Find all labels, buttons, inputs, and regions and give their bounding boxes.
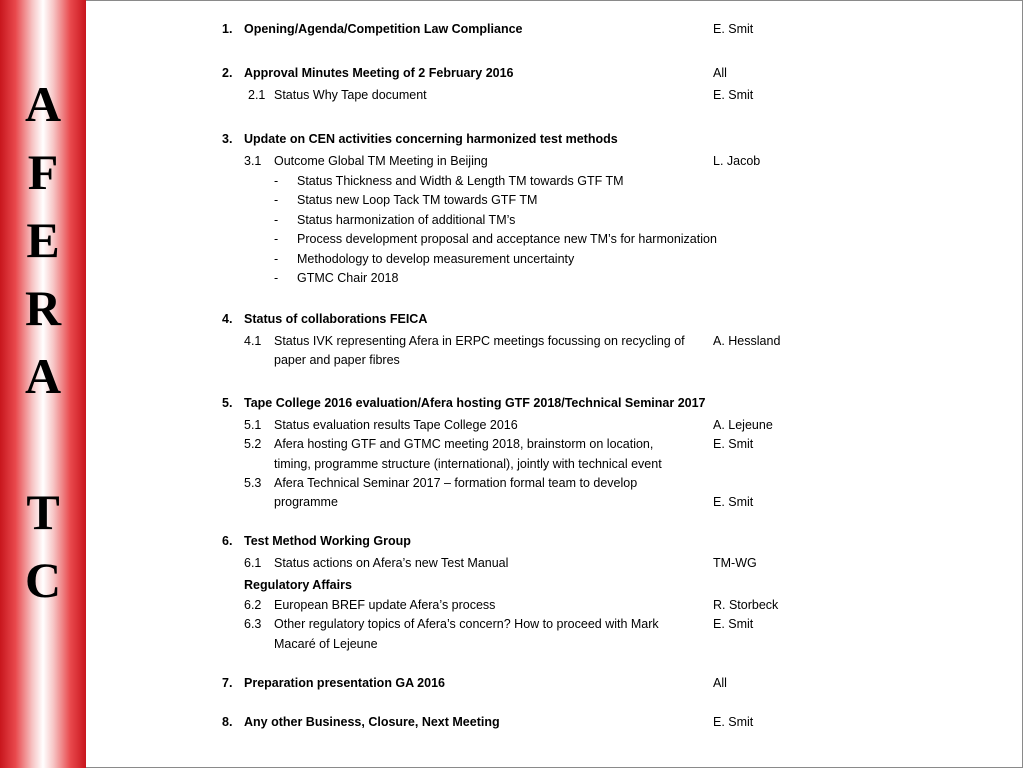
subitem-text: Status Why Tape document: [274, 88, 427, 102]
subitem-owner: E. Smit: [713, 495, 754, 509]
section-subheading: Regulatory Affairs: [244, 578, 352, 592]
subitem-text: European BREF update Afera’s process: [274, 598, 496, 612]
subitem-number: 6.1: [244, 556, 262, 570]
agenda-item-owner: All: [713, 676, 727, 690]
subitem-text: Outcome Global TM Meeting in Beijing: [274, 154, 488, 168]
subitem-owner: L. Jacob: [713, 154, 761, 168]
subitem-owner: A. Lejeune: [713, 418, 773, 432]
agenda-item-number: 2.: [222, 66, 233, 80]
afera-tc-logo-text: [0, 70, 86, 614]
bullet-text: Process development proposal and acceptance new TM’s for harmonization: [297, 232, 717, 246]
bullet-dash: -: [274, 213, 279, 227]
subitem-text: Status IVK representing Afera in ERPC meetings focussing on recycling of: [274, 334, 685, 348]
subitem-owner: E. Smit: [713, 88, 754, 102]
agenda-item-number: 1.: [222, 22, 233, 36]
subitem-number: 5.3: [244, 476, 262, 490]
sidebar-letter: C: [24, 552, 62, 608]
agenda-item-title: Test Method Working Group: [244, 534, 411, 548]
subitem-number: 5.2: [244, 437, 262, 451]
subitem-number: 3.1: [244, 154, 262, 168]
subitem-text: Other regulatory topics of Afera’s concern? How to proceed with Mark: [274, 617, 659, 631]
subitem-owner: A. Hessland: [713, 334, 781, 348]
subitem-text-continued: programme: [274, 495, 338, 509]
slide-frame: [86, 0, 1023, 768]
sidebar-letter: T: [26, 484, 60, 540]
agenda-item-owner: E. Smit: [713, 22, 754, 36]
sidebar-letter: [0, 410, 86, 478]
subitem-text: Status evaluation results Tape College 2016: [274, 418, 518, 432]
agenda-item-number: 7.: [222, 676, 233, 690]
agenda-item-owner: E. Smit: [713, 715, 754, 729]
bullet-dash: -: [274, 271, 279, 285]
sidebar-letter: A: [24, 348, 62, 404]
subitem-text: Afera hosting GTF and GTMC meeting 2018, brainstorm on location,: [274, 437, 654, 451]
subitem-text-continued: Macaré of Lejeune: [274, 637, 378, 651]
agenda-item-number: 6.: [222, 534, 233, 548]
agenda-item-title: Any other Business, Closure, Next Meeting: [244, 715, 500, 729]
bullet-dash: -: [274, 252, 279, 266]
subitem-owner: TM-WG: [713, 556, 757, 570]
agenda-item-number: 8.: [222, 715, 233, 729]
agenda-item-owner: All: [713, 66, 727, 80]
subitem-text-continued: paper and paper fibres: [274, 353, 400, 367]
agenda-item-title: Preparation presentation GA 2016: [244, 676, 445, 690]
bullet-text: GTMC Chair 2018: [297, 271, 399, 285]
sidebar-letter: E: [26, 212, 60, 268]
agenda-item-number: 4.: [222, 312, 233, 326]
subitem-number: 5.1: [244, 418, 262, 432]
subitem-number: 2.1: [248, 88, 266, 102]
agenda-item-title: Approval Minutes Meeting of 2 February 2016: [244, 66, 514, 80]
bullet-dash: -: [274, 232, 279, 246]
agenda-item-title: Tape College 2016 evaluation/Afera hosting GTF 2018/Technical Seminar 2017: [244, 396, 706, 410]
agenda-item-title: Opening/Agenda/Competition Law Compliance: [244, 22, 523, 36]
subitem-text-continued: timing, programme structure (international), jointly with technical event: [274, 457, 662, 471]
subitem-owner: R. Storbeck: [713, 598, 779, 612]
bullet-text: Status harmonization of additional TM’s: [297, 213, 516, 227]
sidebar-banner: [0, 0, 86, 768]
bullet-text: Status Thickness and Width & Length TM towards GTF TM: [297, 174, 624, 188]
subitem-number: 6.2: [244, 598, 262, 612]
sidebar-letter: R: [24, 280, 62, 336]
bullet-text: Methodology to develop measurement uncertainty: [297, 252, 575, 266]
subitem-owner: E. Smit: [713, 437, 754, 451]
bullet-text: Status new Loop Tack TM towards GTF TM: [297, 193, 538, 207]
bullet-dash: -: [274, 174, 279, 188]
subitem-number: 4.1: [244, 334, 262, 348]
subitem-number: 6.3: [244, 617, 262, 631]
agenda-item-title: Status of collaborations FEICA: [244, 312, 428, 326]
subitem-text: Afera Technical Seminar 2017 – formation formal team to develop: [274, 476, 638, 490]
sidebar-letter: F: [27, 144, 59, 200]
subitem-text: Status actions on Afera’s new Test Manual: [274, 556, 509, 570]
bullet-dash: -: [274, 193, 279, 207]
subitem-owner: E. Smit: [713, 617, 754, 631]
agenda-item-title: Update on CEN activities concerning harmonized test methods: [244, 132, 618, 146]
agenda-item-number: 3.: [222, 132, 233, 146]
sidebar-letter: A: [24, 76, 62, 132]
agenda-item-number: 5.: [222, 396, 233, 410]
